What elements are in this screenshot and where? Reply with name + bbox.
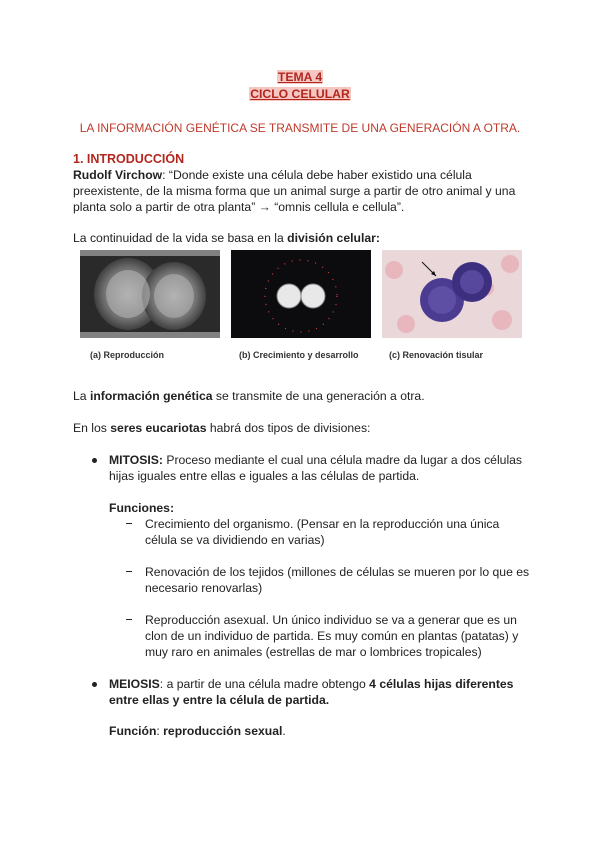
meiosis-function: Función: reproducción sexual. <box>109 724 286 738</box>
eukaryotes-text: En los seres eucariotas habrá dos tipos de divisiones: <box>73 421 371 435</box>
meiosis-label: MEIOSIS <box>109 677 160 691</box>
dash-2 <box>126 571 132 572</box>
page-title: CICLO CELULAR <box>250 87 350 101</box>
mitosis-definition: MITOSIS: Proceso mediante el cual una célula madre da lugar a dos células hijas iguales entre ellas e iguales a las células de partida. <box>109 453 523 483</box>
bullet-meiosis <box>92 682 97 687</box>
intro-heading: 1. INTRODUCCIÓN <box>73 152 185 166</box>
bullet-mitosis <box>92 458 97 463</box>
tema-heading: TEMA 4 <box>277 70 323 84</box>
dash-1 <box>126 523 132 524</box>
author-name: Rudolf Virchow <box>73 168 163 182</box>
function-item-2: Renovación de los tejidos (millones de células se mueren por lo que es necesario renovarlas) <box>145 565 530 595</box>
function-item-1: Crecimiento del organismo. (Pensar en la reproducción una única célula se va dividiendo en varias) <box>145 517 500 547</box>
intro-paragraph: Rudolf Virchow: “Donde existe una célula debe haber existido una célula preexistente, de la misma forma que un animal surge a partir de otro animal y una planta solo a partir de otra planta” → “omnis cellula e cellula”. <box>73 168 516 214</box>
figure-renewal <box>382 250 522 338</box>
caption-reproduction: (a) Reproducción <box>90 350 165 360</box>
dash-3 <box>126 619 132 620</box>
mitosis-label: MITOSIS: <box>109 453 163 467</box>
meiosis-definition: MEIOSIS: a partir de una célula madre obtengo 4 células hijas diferentes entre ellas y entre la célula de partida. <box>109 677 514 707</box>
figure-reproduction <box>80 250 220 338</box>
renewal-image <box>382 250 522 338</box>
reproduction-image <box>80 250 220 338</box>
growth-image <box>231 250 371 338</box>
function-item-3: Reproducción asexual. Un único individuo se va a generar que es un clon de un individuo de partida. Es muy común en plantas (patatas) y muy raro en animales (estrellas de mar o lombrices tropicales) <box>145 613 519 659</box>
continuity-text: La continuidad de la vida se basa en la división celular: <box>73 231 380 245</box>
caption-renewal: (c) Renovación tisular <box>389 350 484 360</box>
genetic-info-text: La información genética se transmite de una generación a otra. <box>73 389 425 403</box>
functions-heading: Funciones: <box>109 501 175 515</box>
figure-growth <box>231 250 371 338</box>
caption-growth: (b) Crecimiento y desarrollo <box>239 350 359 360</box>
page-subtitle: LA INFORMACIÓN GENÉTICA SE TRANSMITE DE UNA GENERACIÓN A OTRA. <box>79 121 521 135</box>
